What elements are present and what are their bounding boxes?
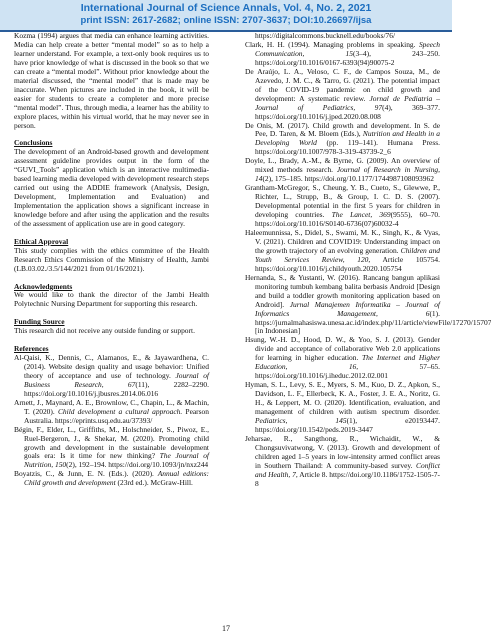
page-number: 17	[222, 624, 230, 633]
reference-text: Clark, H. H. (1994). Managing problems in speaking.	[245, 39, 419, 49]
reference-entry	[245, 41, 440, 68]
reference-text: Jeharsae, R., Sangthong, R., Wichaidit, W., & Chongsuvivatwong, V. (2013). Growth and development of children aged 1–5 years in low-intensity armed conflict areas in Southern Thailand: A community-based survey.	[245, 433, 440, 470]
reference-entry	[14, 399, 209, 426]
reference-source-title: Conflict and Health, 7	[255, 460, 440, 479]
references-heading: References	[14, 344, 49, 354]
conclusions-paragraph: The development of an Android-based growth and development assessment guideline provides output in the form of the “GUVI_Tools” application which is an interactive multimedia-based learning media developed with development research steps carried out using the ADDIE framework (Analysis, Design, Development, Implementation and Evaluation) and Implementation the application shows a significant increase in knowledge before and after using the application and the results of the assessment of application use are in good category.	[14, 147, 209, 228]
reference-text: De Araújo, L. A., Veloso, C. F., de Campos Souza, M., de Azevedo, J. M. C., & Tarro, G. (2021). The potential impact of the COVID-19 pandemic on child growth and development: A systematic review.	[245, 66, 440, 103]
reference-details: (9555), 60–70. https://doi.org/10.1016/S0140-6736(07)60032-4	[255, 210, 440, 229]
reference-entry	[245, 381, 440, 435]
funding-paragraph: This research did not receive any outside funding or support.	[14, 326, 195, 336]
reference-details: (3–4), 243–250. https://doi.org/10.1016/0167-6393(94)90075-2	[255, 48, 440, 67]
reference-details: Pearson Australia. https://eprints.usq.edu.au/37393/	[24, 406, 209, 425]
reference-entry	[245, 336, 440, 381]
reference-details: , Article 8. https://doi.org/10.1186/1752-1505-7-8	[255, 469, 440, 488]
reference-text: De Onis, M. (2017). Child growth and development. In S. de Pee, D. Taren, & M. Bloem (Eds.),	[245, 120, 440, 139]
reference-entry	[245, 157, 440, 184]
reference-entry	[245, 435, 440, 489]
reference-source-title: Child development a cultural approach.	[57, 406, 183, 416]
reference-source-title: Nutrition and Health in a Developing World	[255, 129, 441, 148]
reference-source-title: Jurnal Manajemen Informatika – Journal of Informatics Management, 6	[255, 299, 440, 318]
reference-entry	[245, 229, 440, 274]
left-reference-list	[14, 354, 209, 488]
reference-entry	[14, 354, 209, 399]
reference-source-title: The Journal of Nutrition, 150	[24, 451, 209, 470]
intro-paragraph: Kozma (1994) argues that media can enhance learning activities. Media can help create a better “mental model” so as to help a learner understand. For example, a text-only book requires us to have prior knowledge of what is discussed in the book so that we can create a “mental model”. Without prior knowledge about the material discussed, the “mental model” that is made may be inaccurate. When pictures are included in the book, it will be easier for students to create a completer and more precise “mental model”. Thus, through media, a learner has the ability to explore places, within his virtual world, that he may never see in person.	[14, 31, 209, 130]
reference-source-title: Journal of Research in Nursing, 14	[255, 165, 440, 184]
reference-details: , Article 105754. https://doi.org/10.1016/j.childyouth.2020.105754	[255, 254, 440, 273]
reference-entry	[245, 272, 491, 337]
journal-header	[0, 0, 452, 32]
reference-details: (2), 192–194. https://doi.org/10.1093/jn/nxz244	[66, 460, 209, 470]
reference-text: Boyatzis, C., & Junn, E. N. (Eds.). (2020).	[14, 469, 158, 479]
reference-text: Hsung, W.-H. D., Hood, D. W., & Yoo, S. J. (2013). Gender divide and acceptance of collaborative Web 2.0 applications for learning in higher education.	[245, 335, 440, 363]
reference-text: Grantham-McGregor, S., Cheung, Y. B., Cueto, S., Glewwe, P., Richter, L., Strupp, B., & Group, I. C. D. S. (2007). Developmental potential in the first 5 years for children in developing countries.	[245, 183, 440, 220]
ethical-approval-paragraph: This study complies with the ethics committee of the Health Research Ethics Commission of the Ministry of Health, Jambi (LB.03.02./3.5/144/2021 from 01/16/2021).	[14, 245, 209, 273]
reference-text: Haleemunnissa, S., Didel, S., Swami, M. K., Singh, K., & Vyas, V. (2021). Children and COVID19: Understanding impact on the growth trajectory of an evolving generation.	[245, 227, 440, 255]
right-column	[245, 31, 491, 489]
reference-source-title: Pediatrics, 145	[255, 415, 347, 425]
reference-details: (1), e20193447. https://doi.org/10.1542/peds.2019-3447	[255, 415, 440, 434]
reference-text: Al-Qaisi, K., Dennis, C., Alamanos, E., & Jayawardhena, C. (2014). Website design quality and usage behavior: Unified theory of acceptance and use of technology.	[14, 353, 209, 380]
reference-text: Doyle, L., Brady, A.-M., & Byrne, G. (2009). An overview of mixed methods research.	[245, 156, 440, 175]
reference-source-title: The Lancet, 369	[331, 210, 391, 220]
reference-source-title: The Internet and Higher Education, 16	[255, 353, 440, 372]
conclusions-heading: Conclusions	[14, 138, 53, 148]
reference-entry	[245, 184, 440, 229]
left-column	[14, 32, 209, 488]
acknowledgments-paragraph: We would like to thank the director of the Jambi Health Polytechnic Nursing Department for supporting this research.	[14, 290, 209, 309]
reference-text: https://digitalcommons.bucknell.edu/books/76/	[255, 31, 396, 40]
reference-entry	[14, 426, 209, 471]
reference-details: (11), 2282–2290. https://doi.org/10.1016/j.jbusres.2014.06.016	[24, 379, 209, 398]
reference-details: (1). https://jurnalmahasiswa.unesa.ac.id/index.php/11/article/viewFile/17270/15707 [in Indonesian]	[255, 308, 491, 336]
reference-details: (23rd ed.). McGraw-Hill.	[115, 478, 193, 488]
reference-text: Hernanda, S., & Yustanti, W. (2016). Rancang bangun aplikasi monitoring tumbuh kembang balita berbasis Android [Design and build a toddler growth monitoring application based on Android].	[245, 272, 440, 309]
reference-entry	[14, 470, 209, 488]
reference-source-title: Children and Youth Services Review, 120	[255, 245, 441, 264]
funding-heading: Funding Source	[14, 317, 65, 327]
journal-issn-doi: print ISSN: 2617-2682; online ISSN: 2707-3637; DOI:10.26697/ijsa	[80, 15, 372, 26]
reference-details: (pp. 119–141). Humana Press. https://doi.org/10.1007/978-3-319-43739-2_6	[255, 138, 440, 157]
reference-details: (2), 175–185. https://doi.org/10.1177/1744987108093962	[262, 174, 434, 184]
reference-text: Arnett, J., Maynard, A. E., Brownlow, C., Chapin, L., & Machin, T. (2020).	[14, 397, 209, 416]
journal-title: International Journal of Science Annals, Vol. 4, No. 2, 2021	[80, 2, 372, 14]
reference-entry	[245, 68, 440, 122]
reference-source-title: Speech Communication, 15	[255, 39, 440, 58]
reference-source-title: Annual editions: Child growth and development	[24, 469, 210, 488]
reference-details: (4), 369–377. https://doi.org/10.1016/j.jped.2020.08.008	[255, 102, 440, 121]
reference-text: Hyman, S. L., Levy, S. E., Myers, S. M., Kuo, D. Z., Apkon, S., Davidson, L. F., Ellerbeck, K. A., Foster, J. E. A., Noritz, G. H., & Leppert, M. O. (2020). Identification, evaluation, and management of children with autism spectrum disorder.	[245, 380, 440, 417]
acknowledgments-heading: Acknowledgments	[14, 281, 73, 291]
reference-details: , 57–65. https://doi.org/10.1016/j.iheduc.2012.02.001	[255, 362, 440, 381]
reference-source-title: Jornal de Pediatria – Journal of Pediatrics, 97	[255, 93, 440, 112]
ethical-approval-heading: Ethical Approval	[14, 236, 69, 246]
reference-text: Bégin, F., Elder, L., Griffiths, M., Holschneider, S., Piwoz, E., Ruel-Bergeron, J., & Shekar, M. (2020). Promoting child growth and development in the sustainable development goals era: Is it time for new thinking?	[14, 424, 209, 461]
right-reference-list	[245, 31, 491, 489]
reference-entry	[245, 122, 440, 158]
reference-source-title: Journal of Business Research, 67	[24, 370, 209, 389]
